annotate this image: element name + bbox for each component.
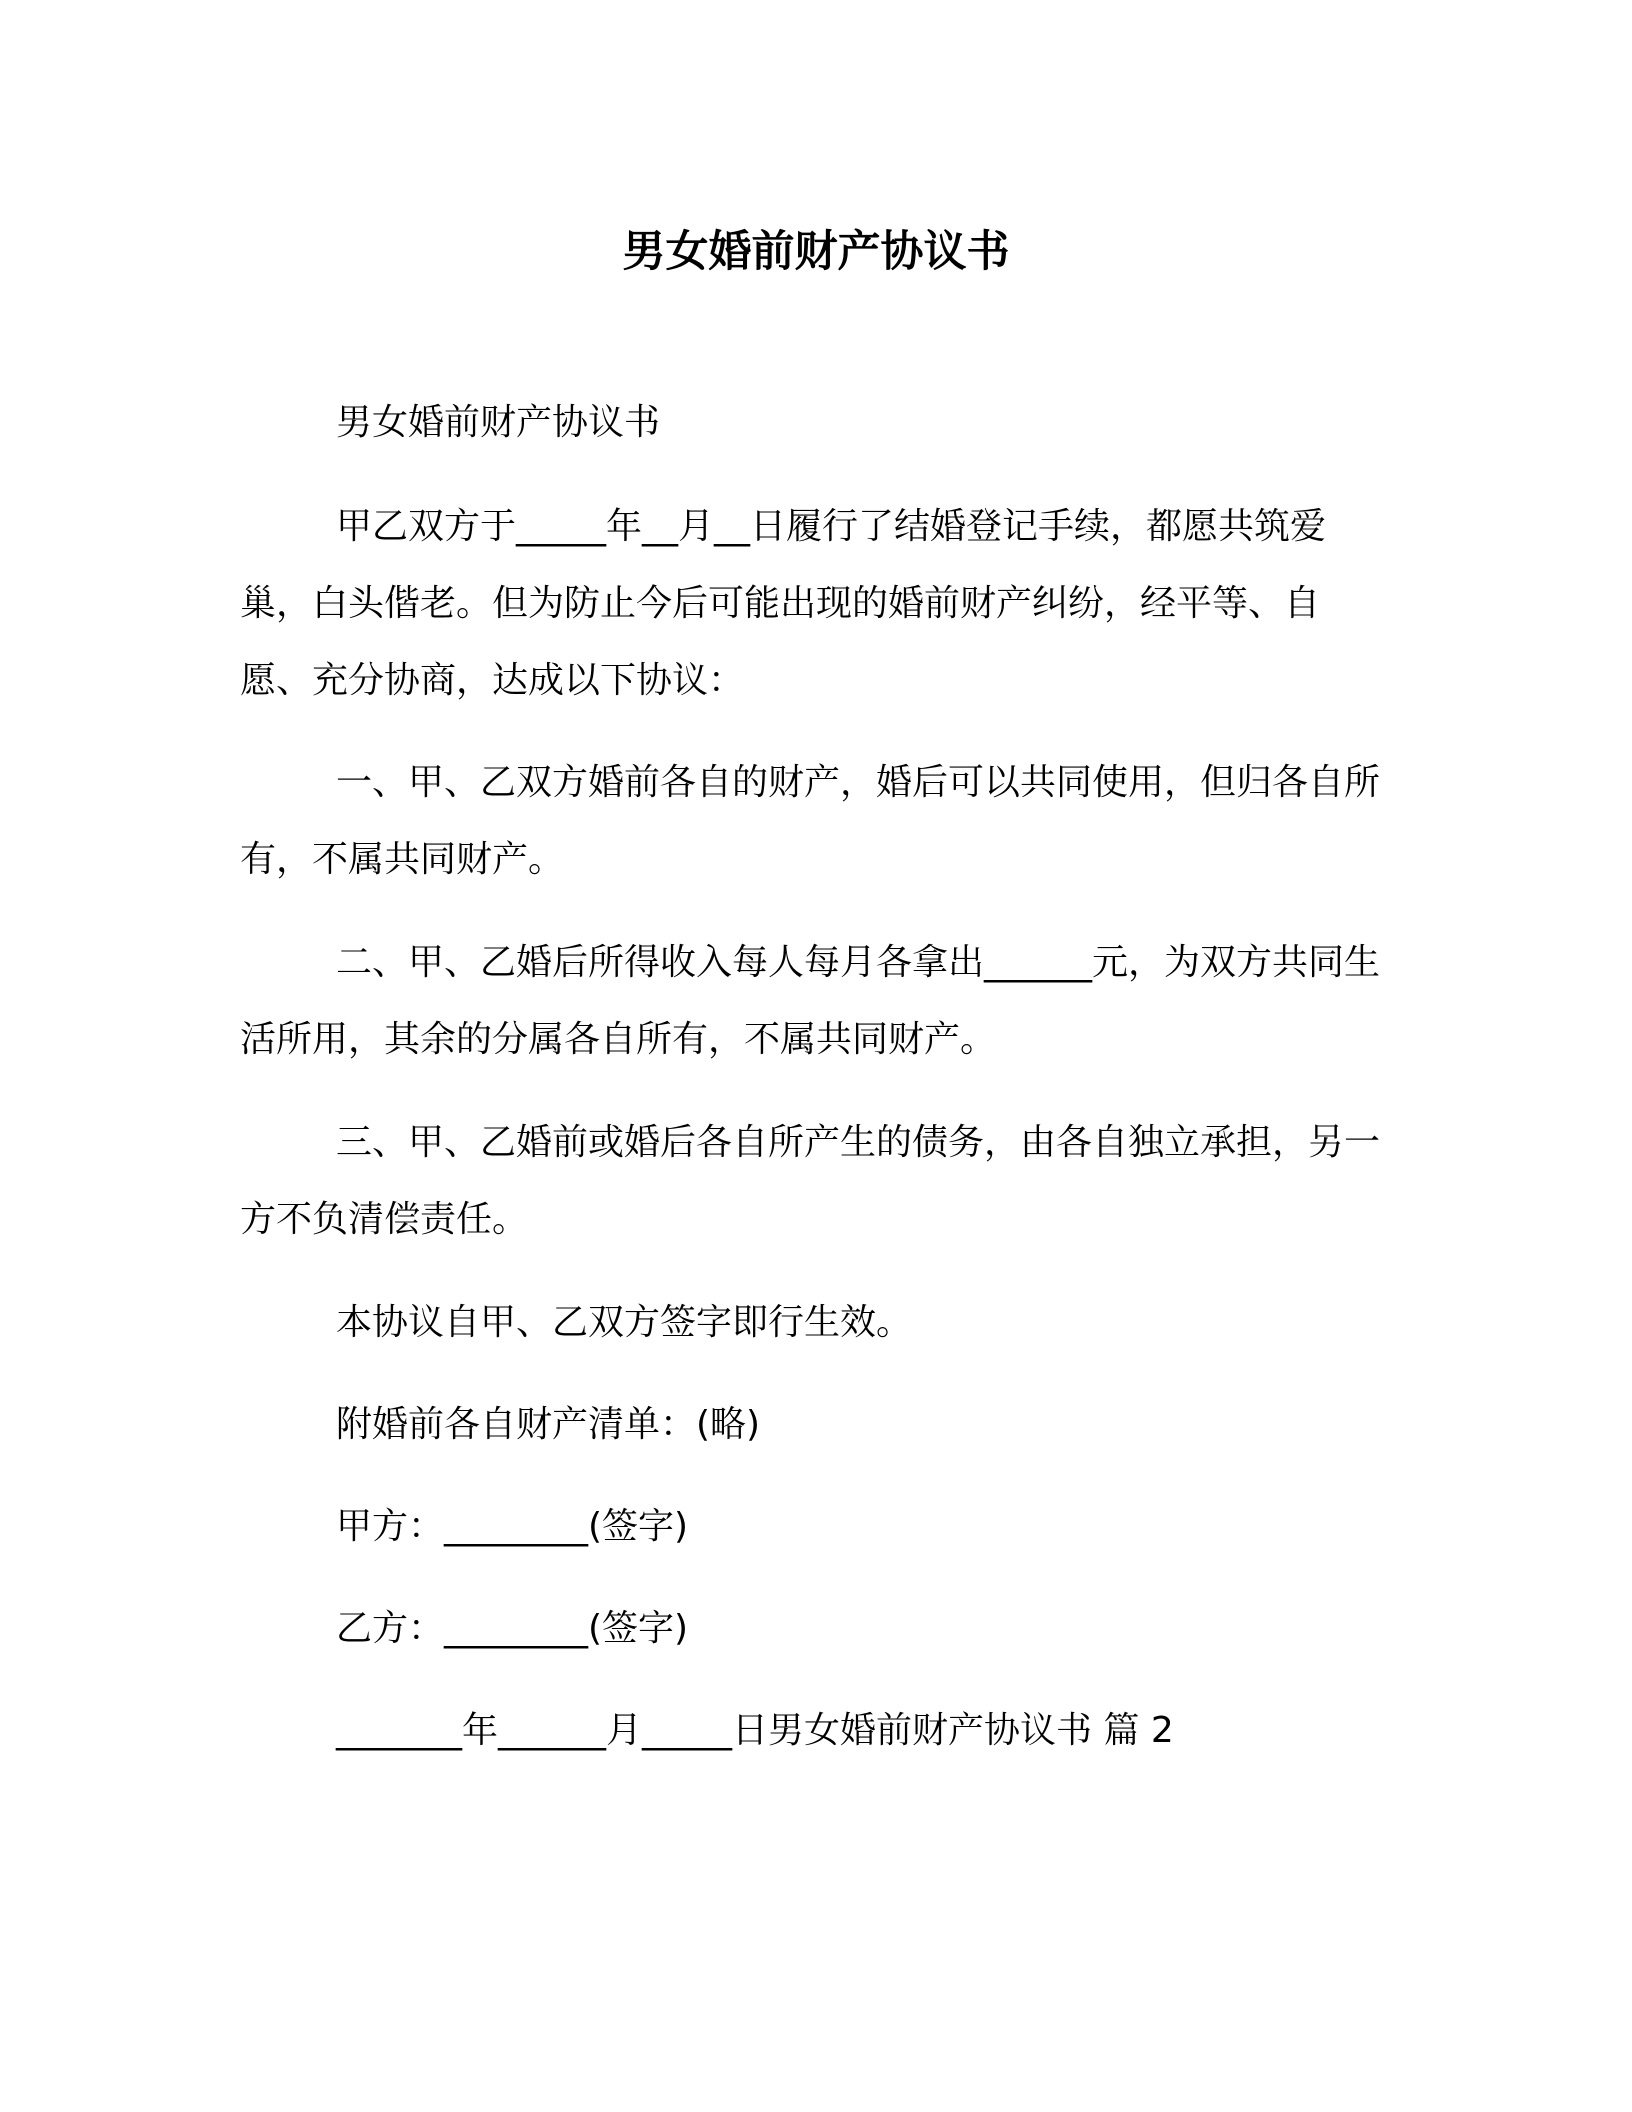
party-b-signature-line: 乙方：________(签字) <box>336 1608 689 1649</box>
clause-three-paragraph: 三、甲、乙婚前或婚后各自所产生的债务，由各自独立承担，另一方不负清偿责任。 <box>240 1122 1381 1240</box>
date-line: _______年______月_____日男女婚前财产协议书 篇 2 <box>336 1710 1174 1751</box>
effective-clause-paragraph: 本协议自甲、乙双方签字即行生效。 <box>336 1302 913 1343</box>
intro-paragraph: 甲乙双方于_____年__月__日履行了结婚登记手续，都愿共筑爱巢，白头偕老。但为防止今后可能出现的婚前财产纠纷，经平等、自愿、充分协商，达成以下协议： <box>240 506 1327 701</box>
attachment-paragraph: 附婚前各自财产清单：(略) <box>336 1404 761 1445</box>
party-a-signature-line: 甲方：________(签字) <box>336 1506 689 1547</box>
subtitle-paragraph: 男女婚前财产协议书 <box>336 402 661 443</box>
clause-one-paragraph: 一、甲、乙双方婚前各自的财产，婚后可以共同使用，但归各自所有，不属共同财产。 <box>240 762 1381 880</box>
document-title: 男女婚前财产协议书 <box>622 227 1010 277</box>
clause-two-paragraph: 二、甲、乙婚后所得收入每人每月各拿出______元，为双方共同生活所用，其余的分属各自所有，不属共同财产。 <box>240 942 1381 1060</box>
